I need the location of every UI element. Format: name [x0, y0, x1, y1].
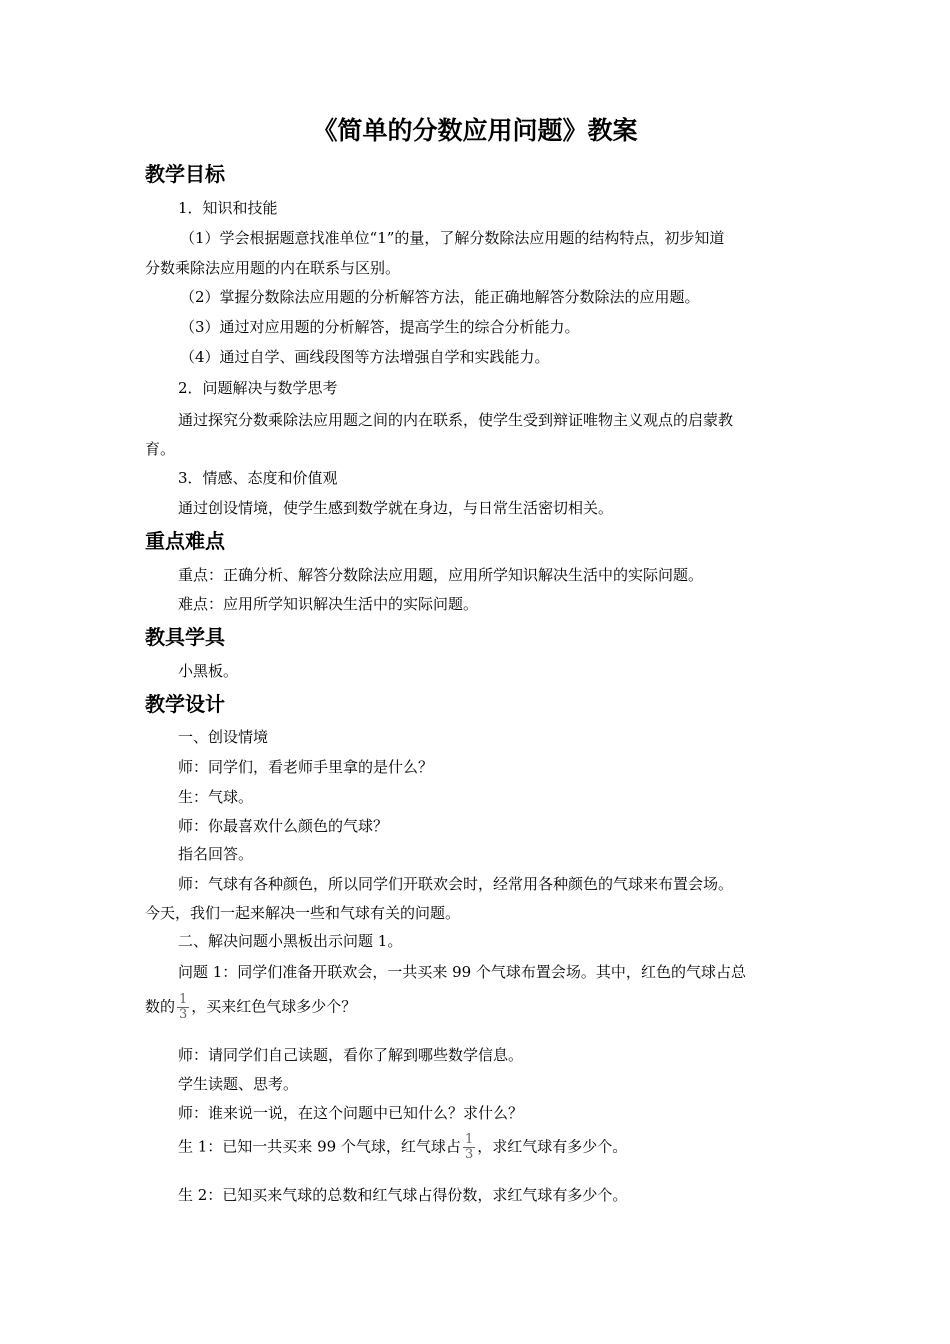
fraction-one-third: [177, 993, 189, 1022]
dialogue-line: 师：气球有各种颜色，所以同学们开联欢会时，经常用各种颜色的气球来布置会场。: [178, 875, 734, 893]
problem-1-line-b: [145, 993, 356, 1022]
goal-item-2: （2）掌握分数除法应用题的分析解答方法，能正确地解答分数除法的应用题。: [180, 288, 700, 306]
goal-item-1a: （1）学会根据题意找准单位“1”的量，了解分数除法应用题的结构特点，初步知道: [180, 229, 725, 247]
goal-item-3: （3）通过对应用题的分析解答，提高学生的综合分析能力。: [180, 318, 580, 336]
tools-text: 小黑板。: [178, 662, 239, 680]
fraction-denominator: 3: [179, 1007, 188, 1022]
dialogue-line: 师：谁来说一说，在这个问题中已知什么？求什么？: [178, 1104, 524, 1122]
dialogue-line: 生：气球。: [178, 788, 254, 806]
problem-1-text-post: ，买来红色气球多少个？: [191, 997, 357, 1016]
goal-item-6: 通过创设情境，使学生感到数学就在身边，与日常生活密切相关。: [178, 499, 614, 517]
dialogue-line: 师：请同学们自己读题，看你了解到哪些数学信息。: [178, 1046, 524, 1064]
fraction-numerator: 1: [179, 992, 188, 1007]
design-section-1: 一、创设情境: [178, 728, 269, 746]
heading-tools: 教具学具: [145, 625, 225, 649]
fraction-numerator: 1: [464, 1132, 474, 1147]
dialogue-line: 指名回答。: [178, 845, 254, 863]
key-point-difficulty: 难点：应用所学知识解决生活中的实际问题。: [178, 595, 479, 613]
heading-design: 教学设计: [145, 692, 225, 716]
problem-1-line-a: 问题 1：同学们准备开联欢会，一共买来 99 个气球布置会场。其中，红色的气球占总: [178, 963, 746, 981]
answer-1-text-post: ，求红气球有多少个。: [477, 1137, 628, 1156]
fraction-denominator: 3: [464, 1147, 474, 1162]
heading-goals: 教学目标: [145, 162, 225, 186]
key-point-focus: 重点：正确分析、解答分数除法应用题，应用所学知识解决生活中的实际问题。: [178, 566, 704, 584]
fraction-one-third: [463, 1133, 475, 1162]
heading-key-points: 重点难点: [145, 529, 225, 553]
dialogue-line: 学生读题、思考。: [178, 1075, 299, 1093]
answer-1-line: [178, 1133, 627, 1162]
dialogue-line: 师：同学们，看老师手里拿的是什么？: [178, 758, 434, 776]
problem-1-text-pre: 数的: [145, 997, 176, 1016]
goal-problem-title: 2．问题解决与数学思考: [178, 379, 338, 397]
answer-2-line: 生 2：已知买来气球的总数和红气球占得份数，求红气球有多少个。: [178, 1186, 628, 1204]
goal-knowledge-title: 1．知识和技能: [178, 199, 278, 217]
goal-item-5a: 通过探究分数乘除法应用题之间的内在联系，使学生受到辩证唯物主义观点的启蒙教: [178, 411, 734, 429]
goal-item-1b: 分数乘除法应用题的内在联系与区别。: [145, 259, 401, 277]
dialogue-line: 今天，我们一起来解决一些和气球有关的问题。: [145, 904, 461, 922]
design-section-2: 二、解决问题小黑板出示问题 1。: [178, 932, 403, 950]
goal-item-4: （4）通过自学、画线段图等方法增强自学和实践能力。: [180, 348, 550, 366]
goal-item-5b: 育。: [145, 440, 176, 458]
answer-1-text-pre: 生 1：已知一共买来 99 个气球，红气球占: [178, 1137, 461, 1156]
document-title: 《简单的分数应用问题》教案: [312, 116, 638, 145]
goal-emotion-title: 3．情感、态度和价值观: [178, 469, 338, 487]
dialogue-line: 师：你最喜欢什么颜色的气球？: [178, 817, 389, 835]
